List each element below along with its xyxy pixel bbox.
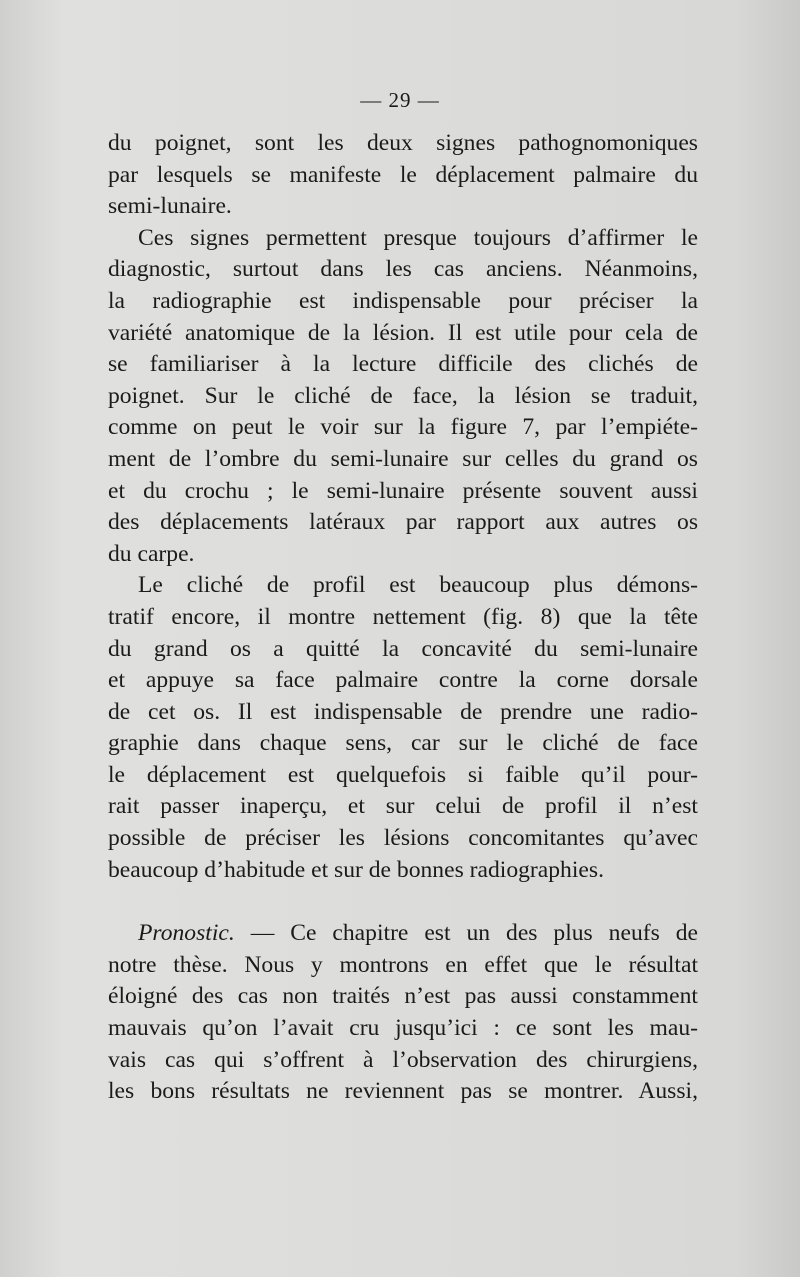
text-line: du grand os a quitté la concavité du semi-lunaire [108,635,698,662]
text-line: poignet. Sur le cliché de face, la lésion se traduit, [108,382,698,409]
text-line: Le cliché de profil est beaucoup plus démons- [138,572,698,599]
text-line: se familiariser à la lecture difficile des clichés de [108,351,698,378]
text-line: tratif encore, il montre nettement (fig. 8) que la tête [108,603,698,630]
text-line: variété anatomique de la lésion. Il est utile pour cela de [108,319,698,346]
text-line: diagnostic, surtout dans les cas anciens. Néanmoins, [108,256,698,283]
text-line: rait passer inaperçu, et sur celui de profil il n’est [108,793,698,820]
text-line: notre thèse. Nous y montrons en effet que le résultat [108,951,698,978]
heading-line-text: — Ce chapitre est un des plus neufs de [250,920,698,947]
body-text [108,128,698,1108]
text-line: les bons résultats ne reviennent pas se montrer. Aussi, [108,1078,698,1105]
text-line: beaucoup d’habitude et sur de bonnes radiographies. [108,856,604,883]
text-line: de cet os. Il est indispensable de prendre une radio- [108,698,698,725]
text-line: ment de l’ombre du semi-lunaire sur celles du grand os [108,445,698,472]
text-line: semi-lunaire. [108,193,232,220]
paragraph-gap [108,886,698,918]
text-line: du poignet, sont les deux signes pathognomoniques [108,130,698,156]
page-number: — 29 — [360,88,440,112]
text-line: comme on peut le voir sur la figure 7, par l’empiéte- [108,414,698,441]
text-line-heading [108,918,698,950]
text-line: par lesquels se manifeste le déplacement palmaire du [108,161,698,188]
text-line: le déplacement est quelquefois si faible qu’il pour- [108,761,698,788]
text-line: éloigné des cas non traités n’est pas aussi constamment [108,983,698,1010]
text-line: du carpe. [108,540,195,567]
text-line: et appuye sa face palmaire contre la corne dorsale [108,667,698,694]
text-line: possible de préciser les lésions concomitantes qu’avec [108,825,698,852]
text-line: vais cas qui s’offrent à l’observation des chirurgiens, [108,1046,698,1073]
text-line: la radiographie est indispensable pour préciser la [108,287,698,314]
text-line: mauvais qu’on l’avait cru jusqu’ici : ce sont les mau- [108,1015,698,1042]
text-line: des déplacements latéraux par rapport aux autres os [108,509,698,536]
section-heading: Pronostic. [138,920,235,947]
text-line: graphie dans chaque sens, car sur le cliché de face [108,730,698,757]
text-line: et du crochu ; le semi-lunaire présente souvent aussi [108,477,698,504]
text-line: Ces signes permettent presque toujours d’affirmer le [138,224,698,251]
